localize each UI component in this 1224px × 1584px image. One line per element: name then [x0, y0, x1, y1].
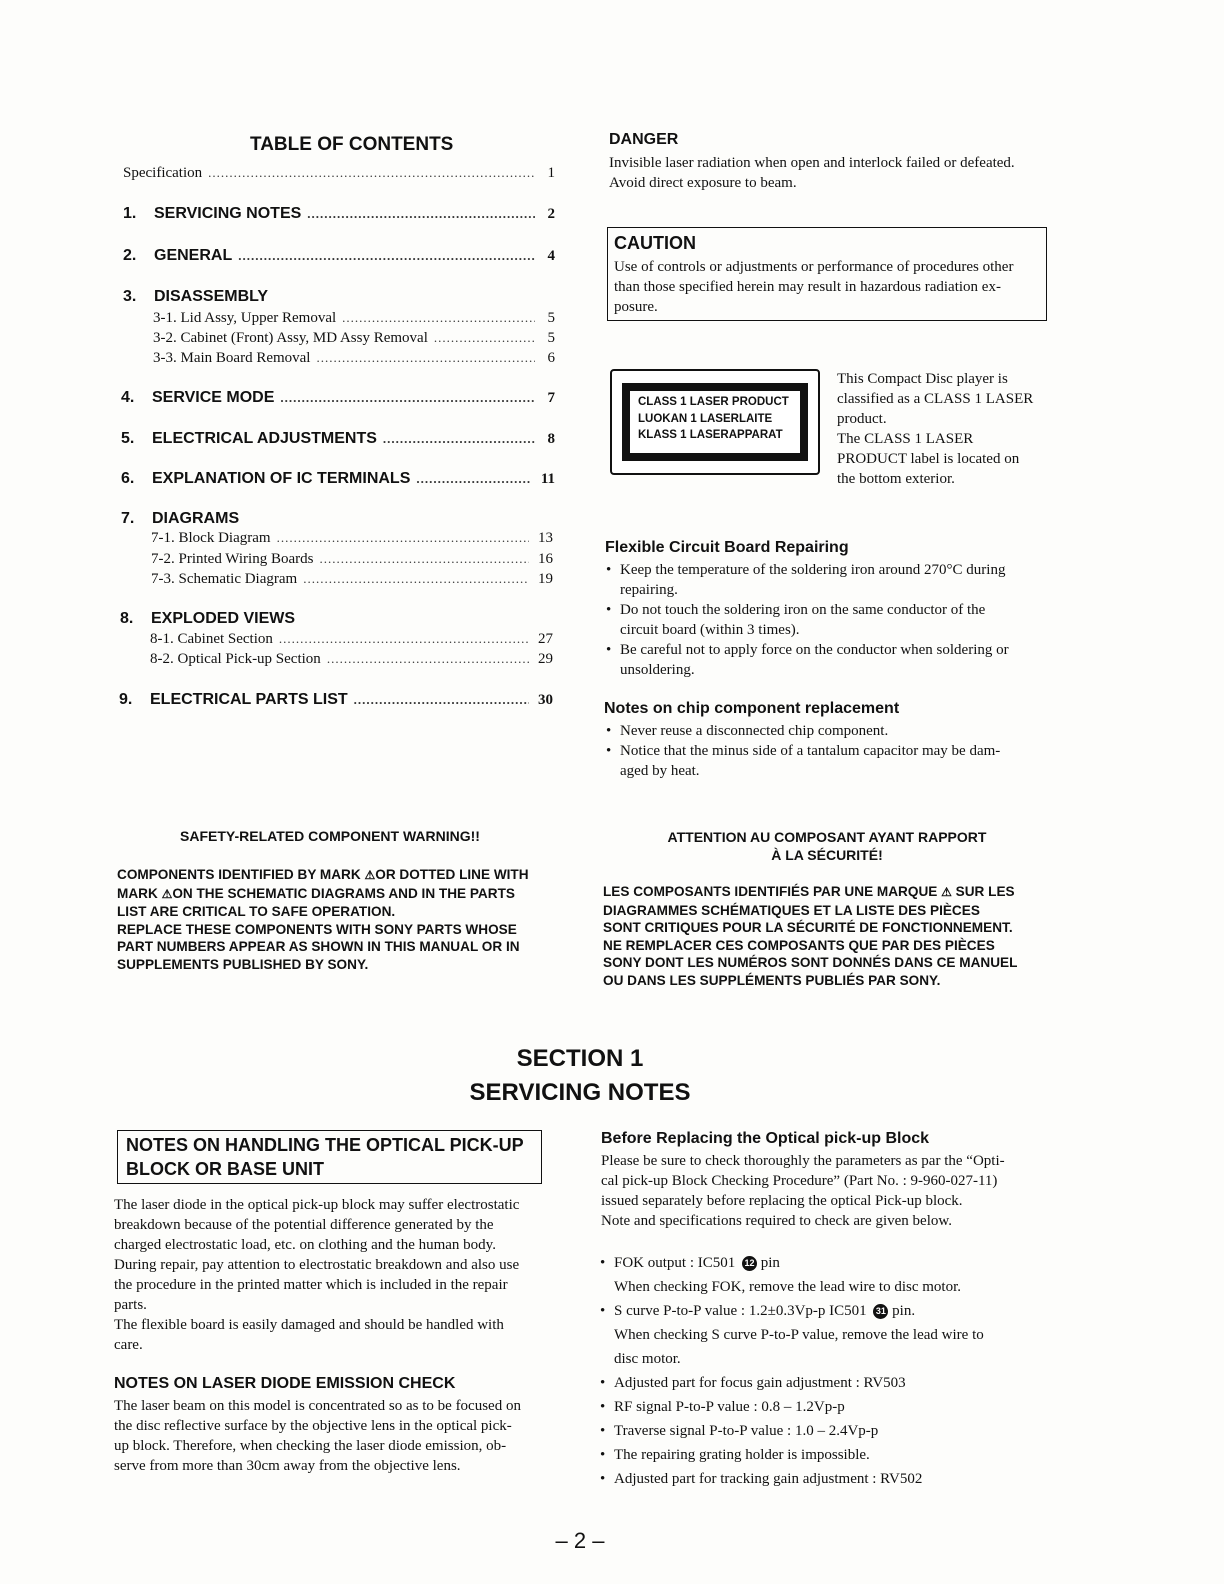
- toc-sub-page: 29: [538, 651, 553, 667]
- spec-text: S curve P-to-P value : 1.2±0.3Vp-p IC501: [614, 1303, 867, 1319]
- toc-item-num: 8.: [120, 610, 134, 627]
- section-title-line: SERVICING NOTES: [469, 1079, 691, 1106]
- spec-text: FOK output : IC501: [614, 1255, 736, 1271]
- toc-sub-page: 27: [538, 631, 553, 647]
- list-item-line: aged by heat.: [620, 763, 700, 779]
- toc-sub-3-2: [153, 330, 555, 347]
- laser-desc-line: classified as a CLASS 1 LASER: [837, 391, 1034, 407]
- safety-fr-title-line: À LA SÉCURITÉ!: [771, 846, 883, 863]
- handling-line: breakdown because of the potential difference generated by the: [114, 1217, 494, 1233]
- toc-item-8: [120, 610, 555, 628]
- toc-sub-label: 8-2. Optical Pick-up Section: [150, 651, 321, 667]
- handling-line: During repair, pay attention to electrostatic breakdown and also use: [114, 1257, 520, 1273]
- toc-sub-label: 7-2. Printed Wiring Boards: [151, 551, 314, 567]
- list-item-line: • Never reuse a disconnected chip component.: [620, 723, 889, 739]
- toc-item-6: [121, 470, 555, 488]
- list-item: • RF signal P-to-P value : 0.8 – 1.2Vp-p: [600, 1395, 1050, 1419]
- safety-fr-line: SONT CRITIQUES POUR LA SÉCURITÉ DE FONCTIONNEMENT.: [603, 920, 1013, 936]
- spec-line: [614, 1251, 1050, 1275]
- safety-en-line: [117, 866, 577, 885]
- toc-spec-page: 1: [547, 165, 555, 181]
- safety-fr-part: SUR LES: [955, 884, 1015, 899]
- list-item-line: • Keep the temperature of the soldering iron around 270°C during: [620, 562, 1006, 578]
- safety-en-part: MARK: [117, 885, 158, 901]
- section-title-line: SECTION 1: [516, 1045, 644, 1072]
- toc-sub-page: 19: [538, 571, 553, 587]
- toc-item-label: GENERAL: [154, 247, 233, 264]
- emission-text: [114, 1396, 564, 1476]
- toc-item-label: ELECTRICAL PARTS LIST: [150, 691, 348, 708]
- pin-number-badge: 12: [742, 1256, 757, 1271]
- danger-line: Avoid direct exposure to beam.: [609, 175, 797, 191]
- spec-text: pin: [760, 1255, 780, 1271]
- page-number: – 2 –: [555, 1528, 605, 1553]
- toc-spec-row: [123, 165, 555, 182]
- toc-item-page: 8: [547, 431, 555, 447]
- toc-item-num: 2.: [123, 247, 137, 264]
- toc-sub-label: 3-1. Lid Assy, Upper Removal: [153, 310, 337, 326]
- before-replacing-title: Before Replacing the Optical pick-up Block: [601, 1130, 930, 1147]
- safety-en-line: [117, 885, 577, 904]
- list-item: • Traverse signal P-to-P value : 1.0 – 2.4Vp-p: [600, 1419, 1050, 1443]
- handling-line: care.: [114, 1337, 143, 1353]
- caution-text: [614, 257, 1046, 317]
- toc-item-page: 7: [547, 390, 555, 406]
- toc-item-1: [123, 205, 555, 223]
- toc-title: TABLE OF CONTENTS: [250, 134, 454, 155]
- chip-notes-list: [606, 721, 1051, 781]
- list-item: • The repairing grating holder is impossible.: [600, 1443, 1050, 1467]
- list-item: [600, 1251, 1050, 1299]
- safety-en-part: OR DOTTED LINE WITH: [375, 867, 529, 882]
- warning-triangle-icon: ⚠: [364, 868, 376, 882]
- safety-fr-part: LES COMPOSANTS IDENTIFIÉS PAR UNE MARQUE: [603, 884, 938, 899]
- toc-sub-page: 5: [547, 310, 555, 326]
- toc-item-9: [119, 691, 553, 709]
- before-line: cal pick-up Block Checking Procedure” (Part No. : 9-960-027-11): [601, 1173, 998, 1189]
- caution-line: Use of controls or adjustments or performance of procedures other: [614, 259, 1014, 275]
- toc-sub-page: 5: [547, 330, 555, 346]
- emission-line: the disc reflective surface by the objective lens in the optical pick-: [114, 1418, 512, 1434]
- laser-desc-line: The CLASS 1 LASER: [837, 431, 974, 447]
- safety-fr-title-line: ATTENTION AU COMPOSANT AYANT RAPPORT: [667, 829, 987, 845]
- toc-item-page: 4: [547, 248, 555, 264]
- safety-en-part: COMPONENTS IDENTIFIED BY MARK: [117, 867, 361, 882]
- toc-sub-label: 7-1. Block Diagram: [151, 530, 271, 546]
- before-line: issued separately before replacing the optical Pick-up block.: [601, 1193, 963, 1209]
- danger-text: [609, 153, 1059, 193]
- list-item-line: repairing.: [620, 582, 678, 598]
- laser-description: [837, 369, 1049, 489]
- toc-sub-3-1: [153, 310, 555, 327]
- toc-sub-7-3: [151, 571, 553, 588]
- safety-fr-line: NE REMPLACER CES COMPOSANTS QUE PAR DES PIÈCES: [603, 937, 995, 953]
- list-item: [606, 741, 1051, 781]
- list-item: • Adjusted part for tracking gain adjustment : RV502: [600, 1467, 1050, 1491]
- warning-triangle-icon: ⚠: [941, 885, 952, 899]
- danger-line: Invisible laser radiation when open and interlock failed or defeated.: [609, 155, 1015, 171]
- laser-desc-line: This Compact Disc player is: [837, 371, 1008, 387]
- toc-item-page: 30: [538, 692, 553, 708]
- handling-line: the procedure in the printed matter which is included in the repair: [114, 1277, 508, 1293]
- toc-sub-7-1: [151, 530, 553, 547]
- toc-item-page: 2: [547, 206, 555, 222]
- toc-item-label: SERVICING NOTES: [154, 205, 302, 222]
- notes-box-line: BLOCK OR BASE UNIT: [126, 1159, 324, 1179]
- spec-list: [600, 1251, 1050, 1491]
- notes-box-line: NOTES ON HANDLING THE OPTICAL PICK-UP: [126, 1135, 524, 1155]
- toc-sub-8-1: [150, 631, 553, 648]
- toc-item-label: EXPLANATION OF IC TERMINALS: [152, 470, 411, 487]
- safety-en-line: SUPPLEMENTS PUBLISHED BY SONY.: [117, 956, 369, 972]
- safety-en-line: PART NUMBERS APPEAR AS SHOWN IN THIS MANUAL OR IN: [117, 939, 520, 955]
- toc-item-7: [121, 510, 555, 528]
- list-item-line: • Be careful not to apply force on the conductor when soldering or: [620, 642, 1009, 658]
- laser-label-line: KLASS 1 LASERAPPARAT: [638, 429, 783, 441]
- toc-item-label: DISASSEMBLY: [154, 288, 269, 305]
- toc-sub-label: 8-1. Cabinet Section: [150, 631, 273, 647]
- laser-label-line: LUOKAN 1 LASERLAITE: [638, 412, 773, 425]
- safety-fr-line: DIAGRAMMES SCHÉMATIQUES ET LA LISTE DES PIÈCES: [603, 902, 980, 918]
- toc-item-page: 11: [540, 471, 555, 487]
- list-item: [606, 600, 1051, 640]
- toc-item-num: 6.: [121, 470, 135, 487]
- safety-fr-line: [603, 883, 1063, 902]
- toc-item-num: 3.: [123, 288, 137, 305]
- laser-desc-line: the bottom exterior.: [837, 471, 955, 487]
- toc-sub-page: 13: [538, 530, 553, 546]
- laser-product-label: [610, 369, 820, 475]
- safety-fr-line: SONY DONT LES NUMÉROS SONT DONNÉS DANS CE MANUEL: [603, 955, 1018, 971]
- laser-desc-line: product.: [837, 411, 887, 427]
- toc-spec-label: Specification: [123, 165, 203, 181]
- caution-line: than those specified herein may result in hazardous radiation ex-: [614, 279, 1001, 295]
- laser-label-line: CLASS 1 LASER PRODUCT: [638, 396, 789, 408]
- list-item: • Adjusted part for focus gain adjustment : RV503: [600, 1371, 1050, 1395]
- emission-line: serve from more than 30cm away from the objective lens.: [114, 1458, 461, 1474]
- handling-text: [114, 1195, 564, 1355]
- safety-fr-line: OU DANS LES SUPPLÉMENTS PUBLIÉS PAR SONY.: [603, 972, 941, 988]
- before-replacing-text: [601, 1151, 1051, 1231]
- list-item-line: • Do not touch the soldering iron on the same conductor of the: [620, 602, 986, 618]
- section-title: [380, 1042, 780, 1110]
- toc-sub-page: 16: [538, 551, 553, 567]
- spec-text: pin.: [892, 1303, 916, 1319]
- toc-item-num: 9.: [119, 691, 133, 708]
- list-item: [606, 640, 1051, 680]
- caution-title: CAUTION: [614, 233, 696, 253]
- list-item: [606, 560, 1051, 600]
- laser-label-border: [622, 383, 808, 461]
- toc-item-num: 7.: [121, 510, 135, 527]
- safety-en-part: ON THE SCHEMATIC DIAGRAMS AND IN THE PARTS: [172, 885, 515, 901]
- list-item: [606, 721, 1051, 741]
- before-line: Please be sure to check thoroughly the parameters as par the “Opti-: [601, 1153, 1005, 1169]
- list-item: [600, 1299, 1050, 1371]
- caution-box: [607, 227, 1047, 321]
- handling-line: charged electrostatic load, etc. on clothing and the human body.: [114, 1237, 496, 1253]
- list-item-line: unsoldering.: [620, 662, 695, 678]
- toc-sub-8-2: [150, 651, 553, 668]
- handling-line: The laser diode in the optical pick-up block may suffer electrostatic: [114, 1197, 520, 1213]
- safety-fr-text: [603, 883, 1063, 990]
- safety-en-title: SAFETY-RELATED COMPONENT WARNING!!: [180, 828, 480, 844]
- laser-label-text: [630, 391, 800, 453]
- handling-line: The flexible board is easily damaged and should be handled with: [114, 1317, 504, 1333]
- toc-item-label: ELECTRICAL ADJUSTMENTS: [152, 430, 377, 447]
- handling-line: parts.: [114, 1297, 147, 1313]
- before-line: Note and specifications required to check are given below.: [601, 1213, 952, 1229]
- danger-title: DANGER: [609, 131, 679, 148]
- safety-en-text: [117, 866, 577, 974]
- list-item-line: • Notice that the minus side of a tantalum capacitor may be dam-: [620, 743, 1001, 759]
- toc-item-3: [123, 288, 555, 306]
- toc-sub-page: 6: [547, 350, 555, 366]
- emission-line: The laser beam on this model is concentrated so as to be focused on: [114, 1398, 521, 1414]
- spec-note: When checking FOK, remove the lead wire to disc motor.: [614, 1279, 961, 1295]
- toc-item-label: SERVICE MODE: [152, 389, 275, 406]
- emission-title: NOTES ON LASER DIODE EMISSION CHECK: [114, 1375, 456, 1392]
- spec-note: When checking S curve P-to-P value, remove the lead wire to: [614, 1327, 984, 1343]
- flex-board-title: Flexible Circuit Board Repairing: [605, 539, 849, 556]
- safety-en-line: LIST ARE CRITICAL TO SAFE OPERATION.: [117, 904, 396, 920]
- toc-item-2: [123, 247, 555, 265]
- spec-line: [614, 1299, 1050, 1323]
- spec-note: disc motor.: [614, 1351, 681, 1367]
- caution-line: posure.: [614, 299, 658, 315]
- laser-desc-line: PRODUCT label is located on: [837, 451, 1020, 467]
- toc-item-label: EXPLODED VIEWS: [151, 610, 296, 627]
- toc-item-num: 4.: [121, 389, 135, 406]
- warning-triangle-icon: ⚠: [161, 886, 173, 901]
- toc-sub-3-3: [153, 350, 555, 367]
- pin-number-badge: 31: [873, 1304, 888, 1319]
- toc-sub-7-2: [151, 551, 553, 568]
- handling-notes-box: [117, 1130, 542, 1184]
- list-item-line: circuit board (within 3 times).: [620, 622, 800, 638]
- emission-line: up block. Therefore, when checking the laser diode emission, ob-: [114, 1438, 507, 1454]
- toc-sub-label: 3-3. Main Board Removal: [153, 350, 311, 366]
- toc-sub-label: 3-2. Cabinet (Front) Assy, MD Assy Removal: [153, 330, 428, 346]
- safety-fr-title: [604, 829, 1050, 864]
- toc-item-label: DIAGRAMS: [152, 510, 240, 527]
- toc-sub-label: 7-3. Schematic Diagram: [151, 571, 298, 587]
- toc-item-num: 5.: [121, 430, 135, 447]
- chip-notes-title: Notes on chip component replacement: [604, 700, 900, 717]
- toc-item-5: [121, 430, 555, 448]
- toc-item-num: 1.: [123, 205, 137, 222]
- safety-en-line: REPLACE THESE COMPONENTS WITH SONY PARTS WHOSE: [117, 921, 517, 937]
- flex-board-list: [606, 560, 1051, 680]
- toc-item-4: [121, 389, 555, 407]
